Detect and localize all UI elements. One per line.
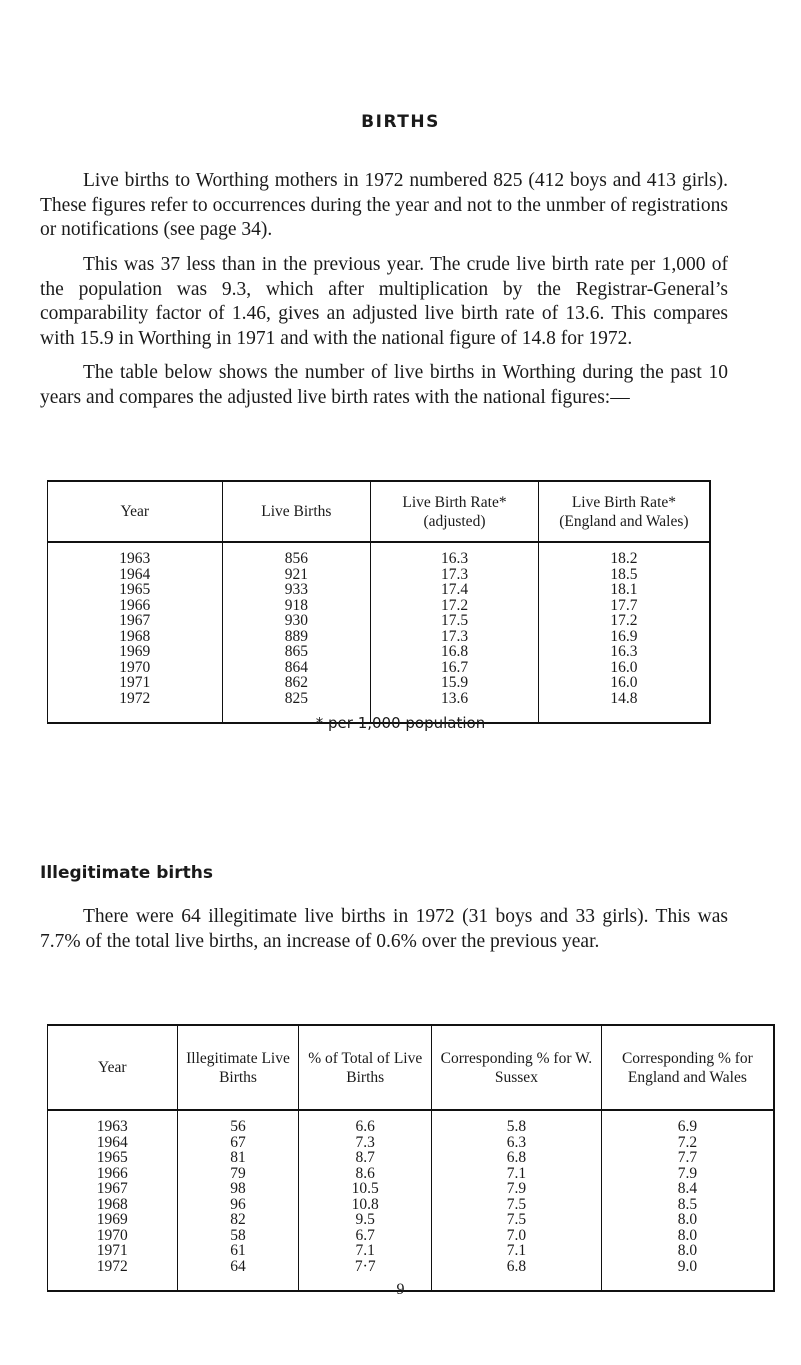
rate-adjusted-cell: 15.9 — [371, 675, 539, 691]
percent-total-cell: 8.6 — [299, 1166, 432, 1182]
table-row — [48, 1243, 775, 1259]
w-sussex-cell: 7.5 — [432, 1197, 602, 1213]
table-row — [48, 613, 711, 629]
w-sussex-cell: 6.8 — [432, 1150, 602, 1166]
year-cell: 1969 — [96, 1211, 128, 1228]
table-row — [48, 660, 711, 676]
paragraph-birth-rate: This was 37 less than in the previous year. The crude live birth rate per 1,000 of the population was 9.3, which after multiplication by the Registrar-General’s comparability factor of 1.46, gives an adjusted live birth rate of 13.6. This compares with 15.9 in Worthing in 1971 and with the national figure of 14.8 for 1972. — [40, 254, 728, 349]
header-rate-england-wales: Live Birth Rate* (England and Wales) — [538, 481, 710, 542]
england-wales-cell: 7.7 — [601, 1150, 774, 1166]
rate-adjusted-cell: 16.8 — [371, 644, 539, 660]
rate-adjusted-cell: 13.6 — [371, 691, 539, 724]
percent-total-cell: 7·7 — [299, 1259, 432, 1292]
table-row — [48, 582, 711, 598]
rate-adjusted-cell: 17.5 — [371, 613, 539, 629]
year-cell: 1968 — [119, 627, 151, 645]
live-births-cell: 918 — [222, 598, 371, 614]
header-england-wales: Corresponding % for England and Wales — [601, 1025, 774, 1110]
illegitimate-cell: 58 — [177, 1228, 299, 1244]
year-cell: 1969 — [119, 643, 151, 660]
page-title: BIRTHS — [361, 112, 440, 132]
table-row — [48, 598, 711, 614]
section-heading: Illegitimate births — [40, 863, 213, 883]
header-year: Year — [48, 481, 223, 542]
rate-adjusted-cell: 17.3 — [371, 629, 539, 645]
rate-adjusted-cell: 16.7 — [371, 660, 539, 676]
live-births-cell: 856 — [222, 542, 371, 567]
percent-total-cell: 6.6 — [299, 1110, 432, 1135]
live-births-table — [47, 480, 711, 724]
rate-adjusted-cell: 16.3 — [371, 542, 539, 567]
paragraph-live-births: Live births to Worthing mothers in 1972 numbered 825 (412 boys and 413 girls). These figures refer to occurrences during the year and not to the unmber of registrations or notifications (see page 34). — [40, 170, 728, 240]
year-cell: 1970 — [119, 658, 151, 676]
table-row — [48, 1228, 775, 1244]
england-wales-cell: 8.4 — [601, 1181, 774, 1197]
year-cell: 1971 — [96, 1242, 128, 1259]
year-cell: 1966 — [119, 596, 151, 614]
live-births-cell: 865 — [222, 644, 371, 660]
percent-total-cell: 8.7 — [299, 1150, 432, 1166]
table-row — [48, 1110, 775, 1135]
england-wales-cell: 8.0 — [601, 1212, 774, 1228]
illegitimate-cell: 98 — [177, 1181, 299, 1197]
live-births-cell: 825 — [222, 691, 371, 724]
live-births-cell: 933 — [222, 582, 371, 598]
rate-england-wales-cell: 17.2 — [538, 613, 710, 629]
w-sussex-cell: 5.8 — [432, 1110, 602, 1135]
year-cell: 1963 — [119, 550, 151, 567]
england-wales-cell: 9.0 — [601, 1259, 774, 1292]
rate-england-wales-cell: 16.9 — [538, 629, 710, 645]
table-row — [48, 675, 711, 691]
w-sussex-cell: 7.9 — [432, 1181, 602, 1197]
paragraph-table-intro: The table below shows the number of live births in Worthing during the past 10 years and compares the adjusted live birth rates with the national figures:— — [40, 362, 728, 408]
year-cell: 1967 — [119, 612, 151, 629]
table-row — [48, 644, 711, 660]
table-header-row — [48, 481, 711, 542]
rate-england-wales-cell: 18.5 — [538, 567, 710, 583]
header-live-births: Live Births — [222, 481, 371, 542]
year-cell: 1965 — [96, 1149, 128, 1166]
year-cell: 1964 — [96, 1133, 128, 1151]
year-cell: 1968 — [96, 1195, 128, 1213]
rate-adjusted-cell: 17.2 — [371, 598, 539, 614]
rate-england-wales-cell: 14.8 — [538, 691, 710, 724]
table-row — [48, 542, 711, 567]
rate-england-wales-cell: 18.1 — [538, 582, 710, 598]
live-births-cell: 864 — [222, 660, 371, 676]
w-sussex-cell: 6.3 — [432, 1135, 602, 1151]
illegitimate-cell: 64 — [177, 1259, 299, 1292]
header-rate-adjusted: Live Birth Rate* (adjusted) — [371, 481, 539, 542]
year-cell: 1972 — [96, 1257, 128, 1275]
live-births-cell: 862 — [222, 675, 371, 691]
page-number: 9 — [396, 1281, 405, 1298]
rate-adjusted-cell: 17.4 — [371, 582, 539, 598]
illegitimate-cell: 96 — [177, 1197, 299, 1213]
england-wales-cell: 7.9 — [601, 1166, 774, 1182]
year-cell: 1971 — [119, 674, 151, 691]
w-sussex-cell: 7.0 — [432, 1228, 602, 1244]
table-row — [48, 1166, 775, 1182]
year-cell: 1963 — [96, 1118, 128, 1135]
rate-england-wales-cell: 16.0 — [538, 660, 710, 676]
table-row — [48, 1197, 775, 1213]
percent-total-cell: 10.5 — [299, 1181, 432, 1197]
table-row — [48, 1150, 775, 1166]
illegitimate-cell: 82 — [177, 1212, 299, 1228]
w-sussex-cell: 7.1 — [432, 1166, 602, 1182]
paragraph-illegitimate-births: There were 64 illegitimate live births in 1972 (31 boys and 33 girls). This was 7.7% of the total live births, an increase of 0.6% over the previous year. — [40, 906, 728, 952]
rate-england-wales-cell: 16.3 — [538, 644, 710, 660]
w-sussex-cell: 7.5 — [432, 1212, 602, 1228]
percent-total-cell: 7.1 — [299, 1243, 432, 1259]
year-cell: 1964 — [119, 565, 151, 583]
year-cell: 1970 — [96, 1226, 128, 1244]
percent-total-cell: 10.8 — [299, 1197, 432, 1213]
england-wales-cell: 8.0 — [601, 1243, 774, 1259]
live-births-cell: 921 — [222, 567, 371, 583]
rate-england-wales-cell: 17.7 — [538, 598, 710, 614]
rate-england-wales-cell: 18.2 — [538, 542, 710, 567]
percent-total-cell: 9.5 — [299, 1212, 432, 1228]
table-row — [48, 1181, 775, 1197]
w-sussex-cell: 6.8 — [432, 1259, 602, 1292]
live-births-cell: 889 — [222, 629, 371, 645]
table-row — [48, 567, 711, 583]
live-births-cell: 930 — [222, 613, 371, 629]
illegitimate-cell: 61 — [177, 1243, 299, 1259]
rate-adjusted-cell: 17.3 — [371, 567, 539, 583]
w-sussex-cell: 7.1 — [432, 1243, 602, 1259]
table-row — [48, 1135, 775, 1151]
england-wales-cell: 8.0 — [601, 1228, 774, 1244]
percent-total-cell: 7.3 — [299, 1135, 432, 1151]
year-cell: 1972 — [119, 689, 151, 707]
england-wales-cell: 7.2 — [601, 1135, 774, 1151]
year-cell: 1966 — [96, 1164, 128, 1182]
illegitimate-cell: 67 — [177, 1135, 299, 1151]
table-header-row — [48, 1025, 775, 1110]
percent-total-cell: 6.7 — [299, 1228, 432, 1244]
illegitimate-cell: 56 — [177, 1110, 299, 1135]
illegitimate-cell: 81 — [177, 1150, 299, 1166]
england-wales-cell: 8.5 — [601, 1197, 774, 1213]
year-cell: 1967 — [96, 1180, 128, 1197]
illegitimate-cell: 79 — [177, 1166, 299, 1182]
illegitimate-births-table — [47, 1024, 775, 1292]
header-w-sussex: Corresponding % for W. Sussex — [432, 1025, 602, 1110]
table-row — [48, 629, 711, 645]
rate-england-wales-cell: 16.0 — [538, 675, 710, 691]
header-percent-total: % of Total of Live Births — [299, 1025, 432, 1110]
year-cell: 1965 — [119, 581, 151, 598]
header-year: Year — [48, 1025, 178, 1110]
header-illegitimate-live-births: Illegitimate Live Births — [177, 1025, 299, 1110]
england-wales-cell: 6.9 — [601, 1110, 774, 1135]
footnote: * per 1,000 population — [315, 714, 486, 732]
table-row — [48, 1212, 775, 1228]
